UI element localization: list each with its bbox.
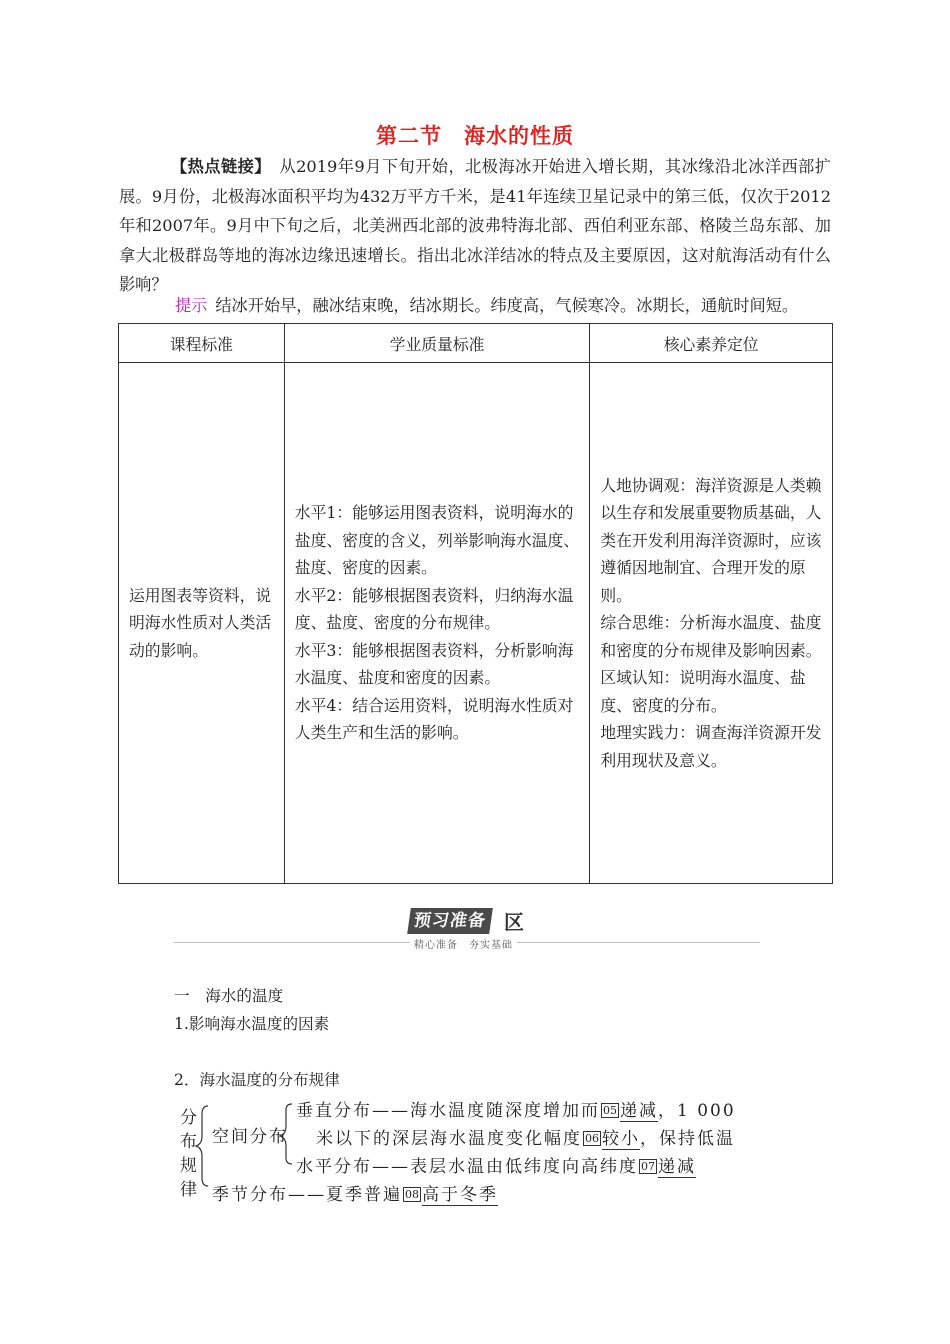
hotlink-label: 【热点链接】 <box>171 157 263 176</box>
table-header-row <box>119 324 833 363</box>
seasonal-distribution-line <box>212 1180 498 1205</box>
distribution-outline <box>172 1092 792 1212</box>
vertical-line2-prefix: 米以下的深层海水温度变化幅度 <box>316 1129 582 1149</box>
core-literacy-cell <box>590 363 833 884</box>
hint-text: 结冰开始早，融冰结束晚，结冰期长。纬度高，气候寒冷。冰期长，通航时间短。 <box>215 296 799 315</box>
literacy-regional: 区域认知：说明海水温度、盐度、密度的分布。 <box>600 668 806 715</box>
literacy-human-land: 人地协调观：海洋资源是人类赖以生存和发展重要物质基础，人类在开发利用海洋资源时，应该遵循因地制宜、合理开发的原则。 <box>600 475 822 605</box>
outer-brace <box>196 1106 208 1186</box>
vertical-mid: ，1 000 <box>658 1101 736 1121</box>
section-item-1: 1.影响海水温度的因素 <box>174 1015 330 1033</box>
course-standard-cell <box>119 363 285 884</box>
quality-level-4: 水平4：结合运用资料，说明海水性质对人类生产和生活的影响。 <box>294 695 574 743</box>
answer-06: 较小 <box>602 1129 640 1149</box>
hint-paragraph <box>119 292 831 320</box>
course-standard-text: 运用图表等资料，说明海水性质对人类活动的影响。 <box>129 585 272 660</box>
quality-level-3: 水平3：能够根据图表资料，分析影响海水温度、盐度和密度的因素。 <box>294 640 574 688</box>
hint-tag: 提示 <box>175 296 208 315</box>
answer-05: 递减 <box>620 1101 658 1121</box>
vertical-prefix: 垂直分布——海水温度随深度增加而 <box>296 1101 600 1121</box>
space-distribution-label: 空间分布 <box>212 1127 288 1147</box>
horizontal-prefix: 水平分布——表层水温由低纬度向高纬度 <box>296 1157 638 1177</box>
table-row <box>119 363 833 884</box>
standards-table <box>118 323 833 884</box>
header-core-literacy: 核心素养定位 <box>590 324 833 363</box>
section-banner <box>174 906 760 950</box>
answer-number-08: 08 <box>405 1188 419 1201</box>
page-title: 第二节 海水的性质 <box>376 124 574 148</box>
answer-number-06: 06 <box>585 1132 599 1145</box>
header-course-standard: 课程标准 <box>119 324 285 363</box>
quality-level-1: 水平1：能够运用图表资料，说明海水的盐度、密度的含义，列举影响海水温度、盐度、密度的因素。 <box>294 503 580 578</box>
literacy-synthesis: 综合思维：分析海水温度、盐度和密度的分布规律及影响因素。 <box>600 613 822 660</box>
answer-07: 递减 <box>658 1157 696 1177</box>
hotlink-paragraph <box>119 152 831 300</box>
section-heading: 一 海水的温度 <box>174 987 284 1005</box>
header-quality-standard: 学业质量标准 <box>284 324 590 363</box>
section-item-2: 2．海水温度的分布规律 <box>174 1071 340 1089</box>
season-prefix: 季节分布——夏季普遍 <box>212 1185 402 1205</box>
banner-subtitle: 精心准备 夯实基础 <box>410 936 517 951</box>
vertical-line2-suffix: ，保持低温 <box>640 1129 735 1149</box>
banner-suffix: 区 <box>504 910 524 934</box>
outline-vertical-label: 分布规律 <box>180 1108 197 1200</box>
literacy-practice: 地理实践力：调查海洋资源开发利用现状及意义。 <box>600 723 822 770</box>
vertical-distribution-line-2 <box>316 1124 735 1149</box>
vertical-distribution-line-1 <box>296 1096 736 1121</box>
answer-number-07: 07 <box>641 1160 655 1173</box>
answer-number-05: 05 <box>603 1104 617 1117</box>
hotlink-text: 从2019年9月下旬开始，北极海冰开始进入增长期，其冰缘沿北冰洋西部扩展。9月份，北极海冰面积平均为432万平方千米，是41年连续卫星记录中的第三低，仅次于2012年和2007年。9月中下旬之后，北美洲西北部的波弗特海北部、西伯利亚东部、格陵兰岛东部、加拿大北极群岛等地的海冰边缘迅速增长。指出北冰洋结冰的特点及主要原因，这对航海活动有什么影响？ <box>119 157 831 295</box>
horizontal-distribution-line <box>296 1152 696 1177</box>
quality-level-2: 水平2：能够根据图表资料，归纳海水温度、盐度、密度的分布规律。 <box>294 585 574 633</box>
banner-badge: 预习准备 <box>407 908 493 934</box>
answer-08: 高于冬季 <box>422 1185 498 1205</box>
quality-standard-cell <box>284 363 590 884</box>
